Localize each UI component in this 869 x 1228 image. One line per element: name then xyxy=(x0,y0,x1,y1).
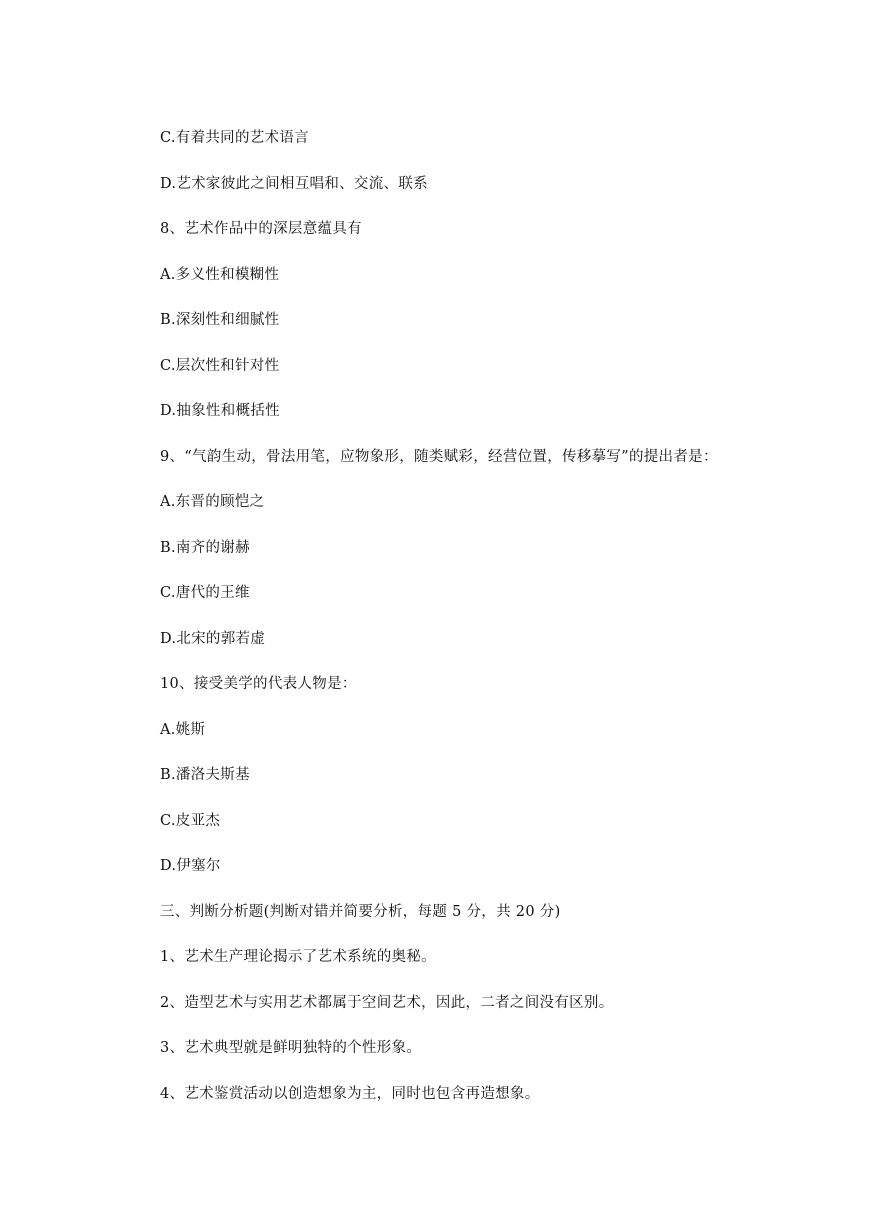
judgment-item-4: 4、艺术鉴赏活动以创造想象为主，同时也包含再造想象。 xyxy=(160,1086,540,1102)
judgment-item-2: 2、造型艺术与实用艺术都属于空间艺术，因此，二者之间没有区别。 xyxy=(160,995,614,1011)
q8-option-b: B.深刻性和细腻性 xyxy=(160,312,280,328)
q7-option-d: D.艺术家彼此之间相互唱和、交流、联系 xyxy=(160,176,428,192)
q8-option-c: C.层次性和针对性 xyxy=(160,358,280,374)
judgment-item-3: 3、艺术典型就是鲜明独特的个性形象。 xyxy=(160,1040,422,1056)
judgment-item-1: 1、艺术生产理论揭示了艺术系统的奥秘。 xyxy=(160,949,436,965)
section-3-heading: 三、判断分析题(判断对错并简要分析，每题 5 分，共 20 分) xyxy=(160,904,561,920)
q10-option-d: D.伊塞尔 xyxy=(160,858,221,874)
q9-option-a: A.东晋的顾恺之 xyxy=(160,494,265,510)
q9-option-c: C.唐代的王维 xyxy=(160,585,250,601)
question-10: 10、接受美学的代表人物是： xyxy=(160,676,357,692)
q10-option-b: B.潘洛夫斯基 xyxy=(160,767,250,783)
q10-option-a: A.姚斯 xyxy=(160,722,206,738)
q7-option-c: C.有着共同的艺术语言 xyxy=(160,130,309,146)
q9-option-d: D.北宋的郭若虚 xyxy=(160,631,266,647)
q8-option-a: A.多义性和模糊性 xyxy=(160,267,280,283)
question-8: 8、艺术作品中的深层意蕴具有 xyxy=(160,221,362,237)
q10-option-c: C.皮亚杰 xyxy=(160,813,221,829)
question-9: 9、“气韵生动，骨法用笔，应物象形，随类赋彩，经营位置，传移摹写”的提出者是： xyxy=(160,449,718,465)
q8-option-d: D.抽象性和概括性 xyxy=(160,403,280,419)
q9-option-b: B.南齐的谢赫 xyxy=(160,540,250,556)
